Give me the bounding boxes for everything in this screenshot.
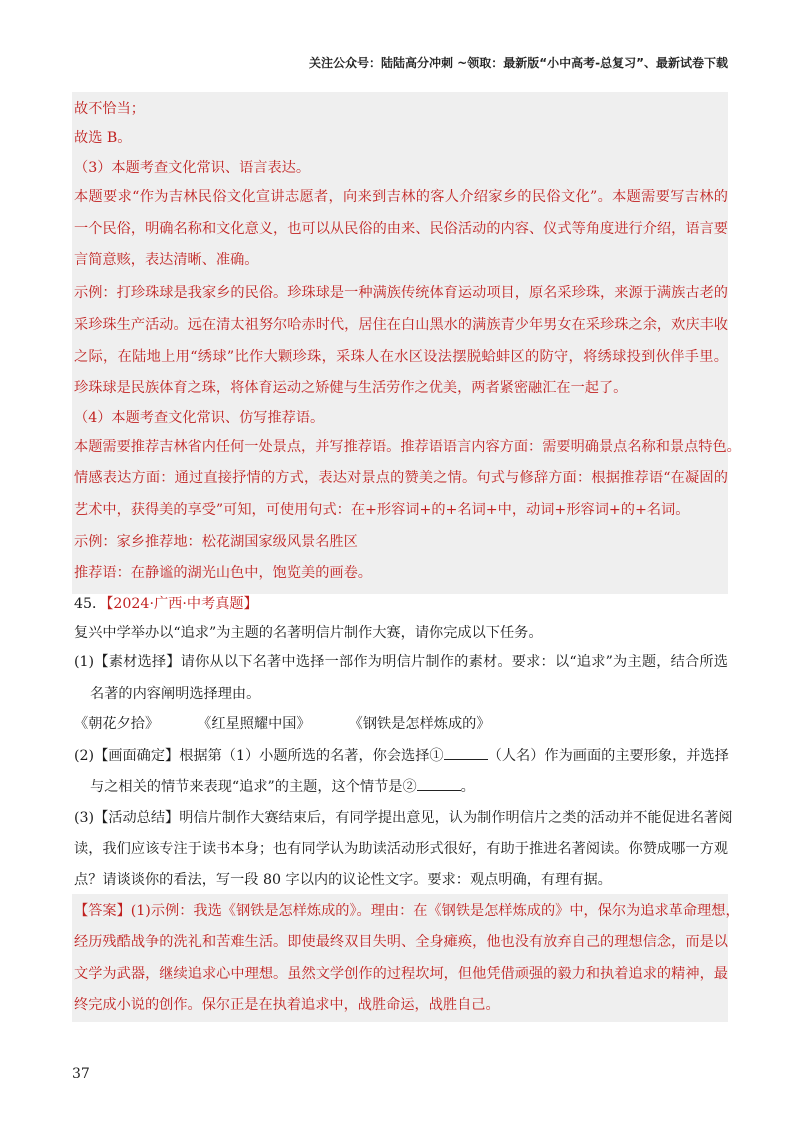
answer-line: 示例：家乡推荐地：松花湖国家级风景名胜区: [74, 534, 358, 550]
answer-blank-2: [417, 776, 461, 791]
answer-line: 【答案】(1)示例：我选《钢铁是怎样炼成的》。理由：在《钢铁是怎样炼成的》中，保尔为追求革命理想，: [74, 903, 740, 919]
question-source: 【2024·广西·中考真题】: [106, 596, 258, 612]
question-line: (1)【素材选择】请你从以下名著中选择一部作为明信片制作的素材。要求：以“追求”为主题，结合所选: [74, 654, 728, 670]
book-option: 《钢铁是怎样炼成的》: [348, 716, 491, 732]
answer-line: （4）本题考查文化常识、仿写推荐语。: [74, 410, 325, 426]
question-number: 45．: [74, 596, 107, 612]
answer-line: 采珍珠生产活动。远在清太祖努尔哈赤时代，居住在白山黑水的满族青少年男女在采珍珠之余，欢庆丰收: [74, 317, 728, 333]
answer-line: 艺术中，获得美的享受”可知，可使用句式：在+形容词+的+名词+中，动词+形容词+的+名词。: [74, 502, 690, 518]
question-heading: [74, 594, 728, 614]
answer-line: 经历残酷战争的洗礼和苦难生活。即使最终双目失明、全身瘫痪，他也没有放弃自己的理想信念，而是以: [74, 934, 728, 950]
book-option: 《红星照耀中国》: [197, 716, 311, 732]
question-line: 点？请谈谈你的看法，写一段 80 字以内的议论性文字。要求：观点明确，有理有据。: [74, 872, 612, 888]
answer-line: （3）本题考查文化常识、语言表达。: [74, 160, 311, 176]
answer-line: 之际，在陆地上用“绣球”比作大颗珍珠，采珠人在水区设法摆脱蛤蚌区的防守，将绣球投到伙伴手里。: [74, 349, 728, 365]
answer-line: 言简意赅，表达清晰、准确。: [74, 252, 259, 268]
answer-line: 文学为武器，继续追求心中理想。虽然文学创作的过程坎坷，但他凭借顽强的毅力和执着追求的精神，最: [74, 966, 728, 982]
answer-line: 推荐语：在静谧的湖光山色中，饱览美的画卷。: [74, 565, 372, 581]
question-line: 读，我们应该专注于读书本身；也有同学认为助读活动形式很好，有助于推进名著阅读。你赞成哪一方观: [74, 841, 728, 857]
answer-line: 本题需要推荐吉林省内任何一处景点，并写推荐语。推荐语语言内容方面：需要明确景点名称和景点特色。: [74, 439, 741, 455]
answer-line: 一个民俗，明确名称和文化意义，也可以从民俗的由来、民俗活动的内容、仪式等角度进行介绍，语言要: [74, 221, 728, 237]
question-line: 复兴中学举办以“追求”为主题的名著明信片制作大赛，请你完成以下任务。: [74, 625, 543, 641]
question-line: (2)【画面确定】根据第（1）小题所选的名著，你会选择① （人名）作为画面的主要形象，并选择: [74, 745, 728, 766]
answer-line: 示例：打珍珠球是我家乡的民俗。珍珠球是一种满族传统体育运动项目，原名采珍珠，来源于满族古老的: [74, 285, 728, 301]
question-line: 与之相关的情节来表现“追求”的主题，这个情节是② 。: [90, 776, 728, 797]
answer-line: 本题要求“作为吉林民俗文化宣讲志愿者，向来到吉林的客人介绍家乡的民俗文化”。本题需要写吉林的: [74, 189, 728, 205]
answer-line: 故不恰当；: [74, 101, 145, 117]
book-option: 《朝花夕拾》: [74, 716, 160, 732]
answer-line: 故选 B。: [74, 130, 132, 146]
answer-line: 珍珠球是民族体育之珠，将体育运动之矫健与生活劳作之优美，两者紧密融汇在一起了。: [74, 380, 628, 396]
question-line: 名著的内容阐明选择理由。: [90, 686, 261, 702]
header-banner: 关注公众号：陆陆高分冲刺 ~领取：最新版“小中高考-总复习”、最新试卷下载: [309, 56, 728, 70]
question-line: (3)【活动总结】明信片制作大赛结束后，有同学提出意见，认为制作明信片之类的活动并不能促进名著阅: [74, 810, 733, 826]
page-number: 37: [72, 1066, 90, 1082]
answer-line: 情感表达方面：通过直接抒情的方式，表达对景点的赞美之情。句式与修辞方面：根据推荐语“在凝固的: [74, 470, 728, 486]
answer-blank-1: [444, 745, 488, 760]
answer-line: 终完成小说的创作。保尔正是在执着追求中，战胜命运，战胜自己。: [74, 997, 500, 1013]
book-options: [74, 714, 728, 734]
